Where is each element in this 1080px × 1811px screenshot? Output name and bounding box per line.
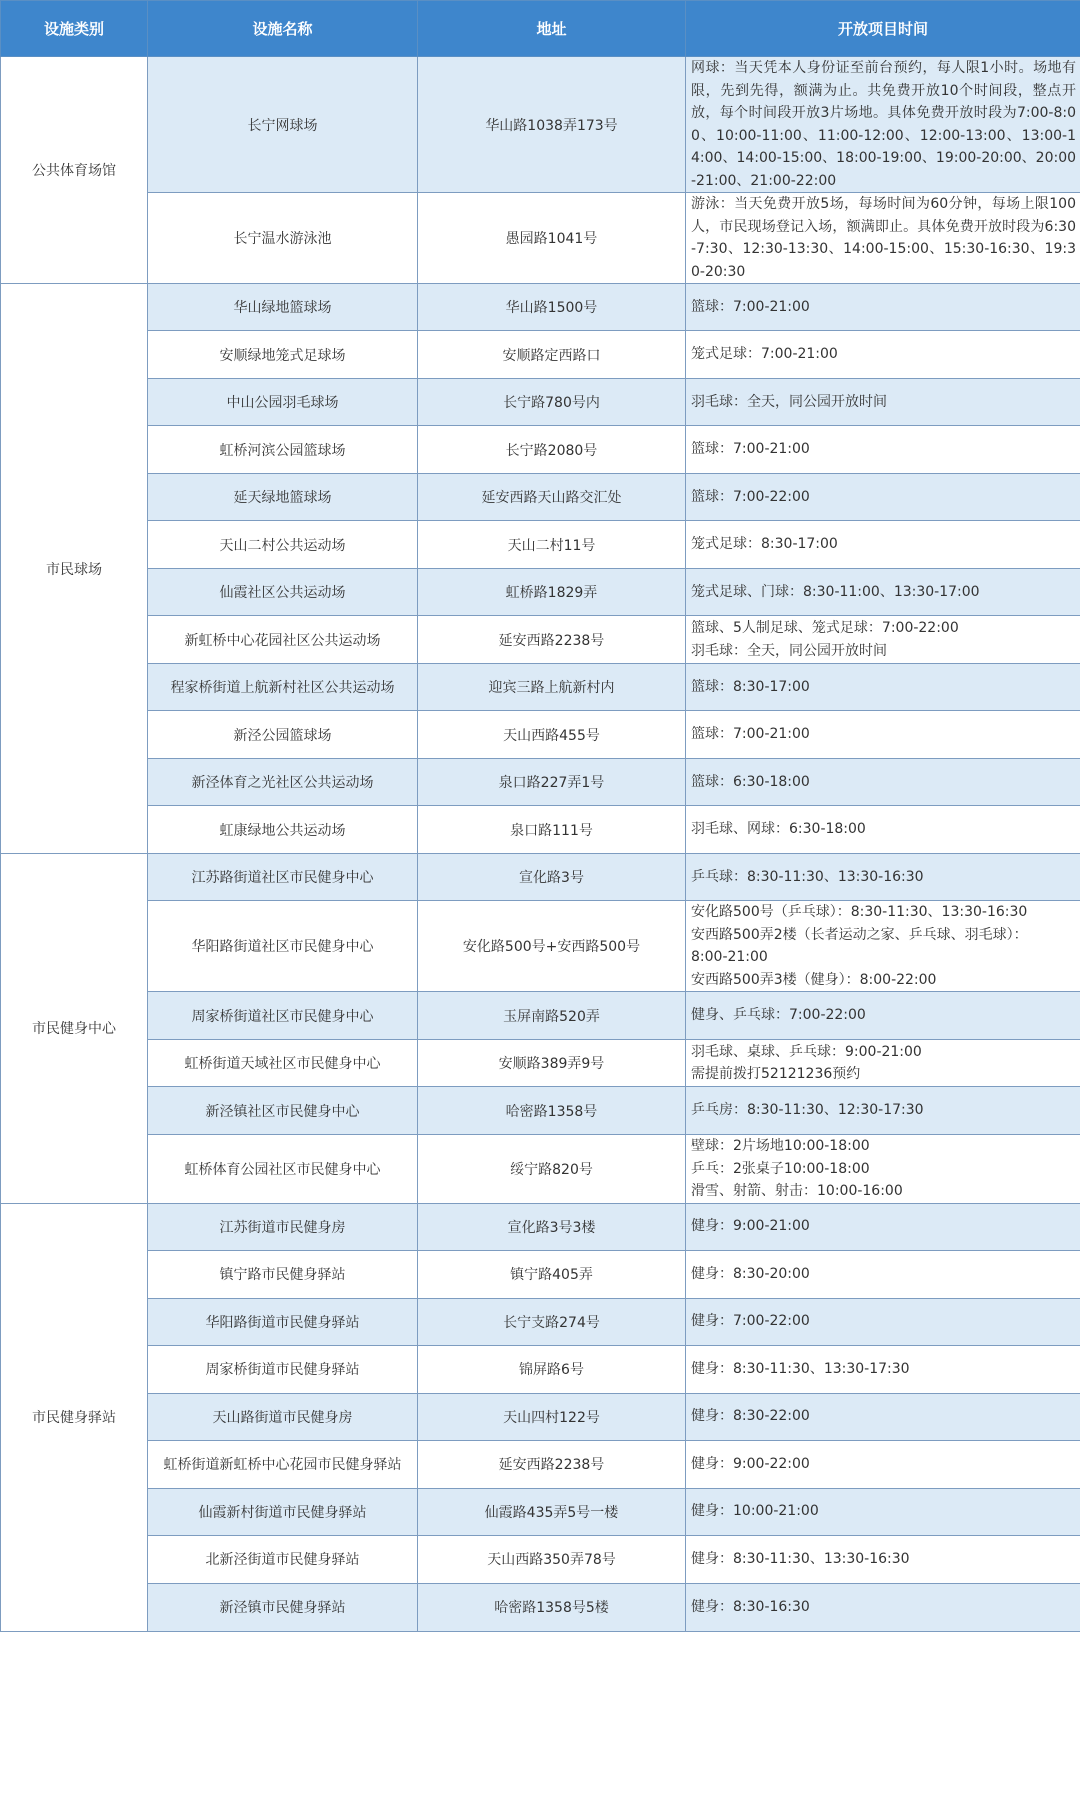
table-row <box>1 193 1080 284</box>
address-cell: 锦屏路6号 <box>418 1345 686 1393</box>
address-cell: 长宁路780号内 <box>418 379 686 426</box>
open-hours-cell <box>686 1393 1080 1440</box>
facility-name-cell: 华阳路街道社区市民健身中心 <box>148 901 418 992</box>
facility-name-cell: 中山公园羽毛球场 <box>148 379 418 426</box>
facility-name-cell: 延天绿地篮球场 <box>148 474 418 521</box>
table-row <box>1 664 1080 711</box>
open-hours-line: 安西路500弄3楼（健身）：8:00-22:00 <box>691 971 937 988</box>
open-hours-text: 健身：9:00-21:00 <box>691 1218 810 1235</box>
facility-name-cell: 仙霞社区公共运动场 <box>148 569 418 616</box>
address-cell: 泉口路227弄1号 <box>418 759 686 806</box>
address-cell: 镇宁路405弄 <box>418 1250 686 1298</box>
open-hours-text: 健身：8:30-22:00 <box>691 1408 810 1425</box>
table-row <box>1 616 1080 664</box>
open-hours-text: 羽毛球、网球：6:30-18:00 <box>691 821 866 838</box>
table-row <box>1 1535 1080 1583</box>
address-cell: 延安西路2238号 <box>418 616 686 664</box>
facility-name-cell: 虹桥街道天域社区市民健身中心 <box>148 1040 418 1087</box>
open-hours-cell <box>686 426 1080 474</box>
open-hours-text: 篮球：7:00-21:00 <box>691 441 810 458</box>
table-row <box>1 1135 1080 1204</box>
table-row <box>1 521 1080 569</box>
table-body <box>1 57 1080 1632</box>
facility-name-cell: 北新泾街道市民健身驿站 <box>148 1535 418 1583</box>
category-cell: 市民健身中心 <box>1 854 148 1204</box>
header-open-hours: 开放项目时间 <box>686 1 1080 57</box>
facility-name-cell: 长宁网球场 <box>148 57 418 193</box>
address-cell: 华山路1500号 <box>418 284 686 331</box>
facility-name-cell: 长宁温水游泳池 <box>148 193 418 284</box>
open-hours-line: 壁球：2片场地10:00-18:00 <box>691 1138 870 1154</box>
table-row <box>1 806 1080 854</box>
open-hours-cell <box>686 569 1080 616</box>
address-cell: 天山西路350弄78号 <box>418 1535 686 1583</box>
open-hours-text: 篮球：7:00-21:00 <box>691 726 810 743</box>
table-row <box>1 711 1080 759</box>
address-cell: 虹桥路1829弄 <box>418 569 686 616</box>
address-cell: 安顺路定西路口 <box>418 331 686 379</box>
open-hours-text: 笼式足球：8:30-17:00 <box>691 536 838 553</box>
facility-name-cell: 新泾镇市民健身驿站 <box>148 1583 418 1631</box>
open-hours-line: 安化路500号（乒乓球）：8:30-11:30、13:30-16:30 <box>691 904 1028 920</box>
open-hours-cell <box>686 759 1080 806</box>
header-address: 地址 <box>418 1 686 57</box>
category-cell: 市民球场 <box>1 284 148 854</box>
address-cell: 延安西路2238号 <box>418 1440 686 1488</box>
open-hours-line: 羽毛球：全天，同公园开放时间 <box>691 642 887 659</box>
open-hours-text: 健身：8:30-20:00 <box>691 1265 810 1282</box>
open-hours-cell <box>686 1440 1080 1488</box>
address-cell: 哈密路1358号 <box>418 1087 686 1135</box>
open-hours-cell <box>686 1583 1080 1631</box>
open-hours-line: 安西路500弄2楼（长者运动之家、乒乓球、羽毛球）： <box>691 926 1028 943</box>
address-cell: 天山二村11号 <box>418 521 686 569</box>
category-cell: 市民健身驿站 <box>1 1203 148 1631</box>
table-row <box>1 57 1080 193</box>
table-row <box>1 759 1080 806</box>
address-cell: 愚园路1041号 <box>418 193 686 284</box>
open-hours-line: 羽毛球、桌球、乒乓球：9:00-21:00 <box>691 1043 922 1060</box>
open-hours-text: 健身、乒乓球：7:00-22:00 <box>691 1007 866 1024</box>
open-hours-text: 健身：8:30-16:30 <box>691 1598 810 1615</box>
address-cell: 仙霞路435弄5号一楼 <box>418 1488 686 1535</box>
address-cell: 天山四村122号 <box>418 1393 686 1440</box>
open-hours-cell <box>686 664 1080 711</box>
open-hours-cell <box>686 901 1080 992</box>
facility-name-cell: 虹桥河滨公园篮球场 <box>148 426 418 474</box>
open-hours-text: 篮球：7:00-22:00 <box>691 488 810 505</box>
open-hours-cell <box>686 711 1080 759</box>
open-hours-cell <box>686 854 1080 901</box>
facility-name-cell: 新泾镇社区市民健身中心 <box>148 1087 418 1135</box>
table-row <box>1 1393 1080 1440</box>
table-row <box>1 1298 1080 1345</box>
table-row <box>1 854 1080 901</box>
facility-name-cell: 仙霞新村街道市民健身驿站 <box>148 1488 418 1535</box>
open-hours-cell <box>686 616 1080 664</box>
address-cell: 长宁路2080号 <box>418 426 686 474</box>
table-row <box>1 1583 1080 1631</box>
address-cell: 宣化路3号3楼 <box>418 1203 686 1250</box>
address-cell: 绥宁路820号 <box>418 1135 686 1204</box>
table-row <box>1 474 1080 521</box>
open-hours-cell <box>686 57 1080 193</box>
table-row <box>1 426 1080 474</box>
address-cell: 泉口路111号 <box>418 806 686 854</box>
facility-name-cell: 天山路街道市民健身房 <box>148 1393 418 1440</box>
open-hours-cell <box>686 379 1080 426</box>
open-hours-text: 健身：8:30-11:30、13:30-16:30 <box>691 1550 910 1567</box>
table-row <box>1 331 1080 379</box>
open-hours-cell <box>686 284 1080 331</box>
facility-name-cell: 华阳路街道市民健身驿站 <box>148 1298 418 1345</box>
open-hours-cell <box>686 992 1080 1040</box>
table-row <box>1 901 1080 992</box>
open-hours-cell <box>686 1535 1080 1583</box>
facility-name-cell: 新泾公园篮球场 <box>148 711 418 759</box>
table-row <box>1 1203 1080 1250</box>
open-hours-text: 乒乓房：8:30-11:30、12:30-17:30 <box>691 1102 924 1119</box>
address-cell: 延安西路天山路交汇处 <box>418 474 686 521</box>
open-hours-cell <box>686 474 1080 521</box>
open-hours-cell <box>686 521 1080 569</box>
address-cell: 长宁支路274号 <box>418 1298 686 1345</box>
table-row <box>1 1488 1080 1535</box>
table-row <box>1 992 1080 1040</box>
open-hours-text: 笼式足球、门球：8:30-11:00、13:30-17:00 <box>691 583 980 600</box>
open-hours-cell <box>686 1040 1080 1087</box>
open-hours-text: 网球：当天凭本人身份证至前台预约，每人限1小时。场地有限，先到先得，额满为止。共免费开放10个时间段，整点开放，每个时间段开放3片场地。具体免费开放时段为7:00-8:00、10:00-11:00、11:00-12:00、12:00-13:00、13:00-14:00、14:00-15:00、18:00-19:00、19:00-20:00、20:00-21:00、21:00-22:00 <box>691 60 1077 189</box>
open-hours-text: 健身：8:30-11:30、13:30-17:30 <box>691 1360 910 1377</box>
open-hours-cell <box>686 1135 1080 1204</box>
open-hours-cell <box>686 193 1080 284</box>
open-hours-text: 羽毛球：全天，同公园开放时间 <box>691 393 887 410</box>
facility-name-cell: 虹康绿地公共运动场 <box>148 806 418 854</box>
facility-name-cell: 安顺绿地笼式足球场 <box>148 331 418 379</box>
open-hours-text: 篮球：7:00-21:00 <box>691 298 810 315</box>
address-cell: 玉屏南路520弄 <box>418 992 686 1040</box>
table-row <box>1 1040 1080 1087</box>
open-hours-line: 滑雪、射箭、射击：10:00-16:00 <box>691 1183 903 1199</box>
address-cell: 天山西路455号 <box>418 711 686 759</box>
facility-name-cell: 新虹桥中心花园社区公共运动场 <box>148 616 418 664</box>
facility-name-cell: 周家桥街道社区市民健身中心 <box>148 992 418 1040</box>
open-hours-cell <box>686 331 1080 379</box>
table-row <box>1 1345 1080 1393</box>
open-hours-cell <box>686 1345 1080 1393</box>
address-cell: 哈密路1358号5楼 <box>418 1583 686 1631</box>
open-hours-text: 健身：7:00-22:00 <box>691 1313 810 1330</box>
open-hours-line: 需提前拨打52121236预约 <box>691 1066 861 1082</box>
address-cell: 迎宾三路上航新村内 <box>418 664 686 711</box>
address-cell: 宣化路3号 <box>418 854 686 901</box>
open-hours-text: 游泳：当天免费开放5场，每场时间为60分钟，每场上限100人，市民现场登记入场，额满即止。具体免费开放时段为6:30-7:30、12:30-13:30、14:00-15:00、15:30-16:30、19:30-20:30 <box>691 196 1076 280</box>
facility-name-cell: 华山绿地篮球场 <box>148 284 418 331</box>
address-cell: 安顺路389弄9号 <box>418 1040 686 1087</box>
table-row <box>1 1440 1080 1488</box>
header-facility-name: 设施名称 <box>148 1 418 57</box>
open-hours-text: 笼式足球：7:00-21:00 <box>691 346 838 363</box>
table-row <box>1 1087 1080 1135</box>
table-row <box>1 379 1080 426</box>
open-hours-line: 篮球、5人制足球、笼式足球：7:00-22:00 <box>691 620 959 636</box>
open-hours-text: 健身：10:00-21:00 <box>691 1503 819 1520</box>
address-cell: 华山路1038弄173号 <box>418 57 686 193</box>
open-hours-cell <box>686 1250 1080 1298</box>
facility-name-cell: 江苏路街道社区市民健身中心 <box>148 854 418 901</box>
facility-name-cell: 新泾体育之光社区公共运动场 <box>148 759 418 806</box>
facility-name-cell: 虹桥体育公园社区市民健身中心 <box>148 1135 418 1204</box>
open-hours-text: 健身：9:00-22:00 <box>691 1455 810 1472</box>
facility-name-cell: 镇宁路市民健身驿站 <box>148 1250 418 1298</box>
address-cell: 安化路500号+安西路500号 <box>418 901 686 992</box>
open-hours-cell <box>686 806 1080 854</box>
open-hours-text: 乒乓球：8:30-11:30、13:30-16:30 <box>691 868 924 885</box>
facility-name-cell: 天山二村公共运动场 <box>148 521 418 569</box>
table-row <box>1 1250 1080 1298</box>
facility-name-cell: 程家桥街道上航新村社区公共运动场 <box>148 664 418 711</box>
open-hours-cell <box>686 1203 1080 1250</box>
table-row <box>1 569 1080 616</box>
open-hours-cell <box>686 1298 1080 1345</box>
category-cell: 公共体育场馆 <box>1 57 148 284</box>
table-row <box>1 284 1080 331</box>
table-header-row <box>1 1 1080 57</box>
header-category: 设施类别 <box>1 1 148 57</box>
open-hours-line: 乒乓：2张桌子10:00-18:00 <box>691 1160 870 1177</box>
open-hours-cell <box>686 1087 1080 1135</box>
facility-name-cell: 周家桥街道市民健身驿站 <box>148 1345 418 1393</box>
facility-name-cell: 虹桥街道新虹桥中心花园市民健身驿站 <box>148 1440 418 1488</box>
open-hours-text: 篮球：8:30-17:00 <box>691 678 810 695</box>
open-hours-line: 8:00-21:00 <box>691 949 768 965</box>
facility-name-cell: 江苏街道市民健身房 <box>148 1203 418 1250</box>
open-hours-text: 篮球：6:30-18:00 <box>691 773 810 790</box>
open-hours-cell <box>686 1488 1080 1535</box>
